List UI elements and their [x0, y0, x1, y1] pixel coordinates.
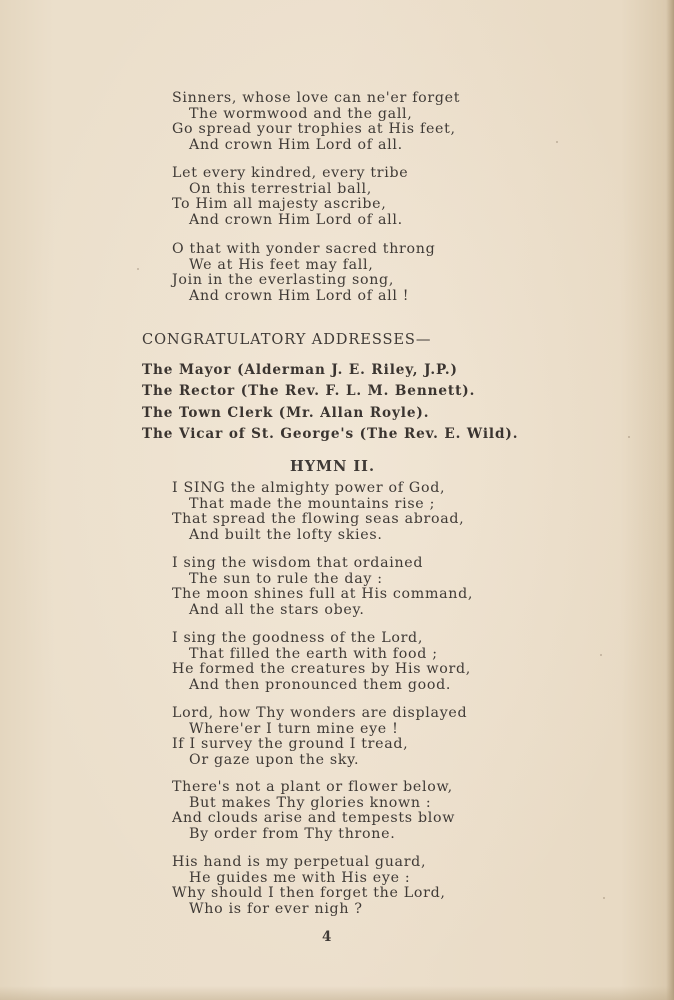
paper-speck — [600, 654, 602, 656]
hymn-two-stanza — [172, 631, 471, 693]
hymn-line: And then pronounced them good. — [189, 676, 452, 693]
page-number: 4 — [322, 929, 332, 945]
hymn-line: The moon shines full at His command, — [172, 586, 474, 603]
hymn-two-stanza — [172, 855, 446, 917]
address-item: The Vicar of St. George's (The Rev. E. Wild). — [142, 425, 519, 442]
address-item: The Rector (The Rev. F. L. M. Bennett). — [142, 383, 476, 400]
address-item: The Town Clerk (Mr. Allan Royle). — [142, 404, 430, 421]
hymn-line: We at His feet may fall, — [189, 256, 374, 273]
hymn-two-stanza — [172, 481, 464, 543]
hymn-line: Where'er I turn mine eye ! — [189, 720, 399, 737]
hymn-line: Join in the everlasting song, — [172, 272, 395, 289]
hymn-two-stanza — [172, 780, 455, 842]
hymn-two-stanza — [172, 556, 473, 618]
hymn-two-stanza — [172, 706, 467, 768]
hymn-line: He formed the creatures by His word, — [172, 661, 471, 678]
addresses-heading: CONGRATULATORY ADDRESSES— — [142, 331, 432, 348]
hymn-line: Go spread your trophies at His feet, — [172, 121, 456, 138]
hymn-line: And crown Him Lord of all. — [189, 211, 403, 228]
hymn-one-stanza — [172, 91, 460, 153]
hymn-line: On this terrestrial ball, — [189, 180, 372, 197]
hymn-line: O that with yonder sacred throng — [172, 241, 436, 257]
paper-speck — [628, 436, 630, 438]
paper-speck — [137, 268, 139, 270]
hymn-line: Why should I then forget the Lord, — [172, 885, 446, 902]
hymn-line: Lord, how Thy wonders are displayed — [172, 705, 468, 721]
hymn-line: He guides me with His eye : — [189, 869, 411, 886]
hymn-line: And all the stars obey. — [189, 601, 365, 618]
paper-speck — [603, 897, 605, 899]
hymn-line: To Him all majesty ascribe, — [172, 196, 387, 213]
hymn-line: I SING the almighty power of God, — [172, 480, 446, 496]
hymn-line: The wormwood and the gall, — [189, 105, 413, 122]
hymn-line: And crown Him Lord of all ! — [189, 287, 410, 304]
hymn-line: If I survey the ground I tread, — [172, 736, 409, 753]
hymn-line: But makes Thy glories known : — [189, 794, 432, 811]
paper-speck — [556, 141, 558, 143]
hymn-line: There's not a plant or flower below, — [172, 779, 453, 795]
hymn-line: Let every kindred, every tribe — [172, 165, 409, 181]
hymn-line: His hand is my perpetual guard, — [172, 854, 427, 870]
hymn-line: That spread the flowing seas abroad, — [172, 511, 465, 528]
hymn-line: Or gaze upon the sky. — [189, 751, 360, 768]
hymn-line: I sing the goodness of the Lord, — [172, 630, 424, 646]
addresses-list — [142, 360, 518, 445]
hymn-line: And crown Him Lord of all. — [189, 136, 403, 153]
page-edge-shadow-right — [666, 0, 674, 1000]
hymn-two-title: HYMN II. — [290, 458, 376, 475]
hymn-line: By order from Thy throne. — [189, 825, 396, 842]
address-item: The Mayor (Alderman J. E. Riley, J.P.) — [142, 362, 458, 378]
hymn-line: I sing the wisdom that ordained — [172, 555, 424, 571]
hymn-line: Sinners, whose love can ne'er forget — [172, 90, 461, 106]
hymn-line: That filled the earth with food ; — [189, 645, 438, 662]
hymn-line: Who is for ever nigh ? — [189, 900, 363, 917]
hymn-line: That made the mountains rise ; — [189, 495, 436, 512]
page-edge-shadow-bottom — [0, 986, 674, 1000]
hymn-line: And clouds arise and tempests blow — [172, 810, 456, 827]
hymn-one-stanza — [172, 166, 408, 228]
hymn-line: The sun to rule the day : — [189, 570, 383, 587]
hymn-one-stanza — [172, 242, 435, 304]
hymn-line: And built the lofty skies. — [189, 526, 383, 543]
